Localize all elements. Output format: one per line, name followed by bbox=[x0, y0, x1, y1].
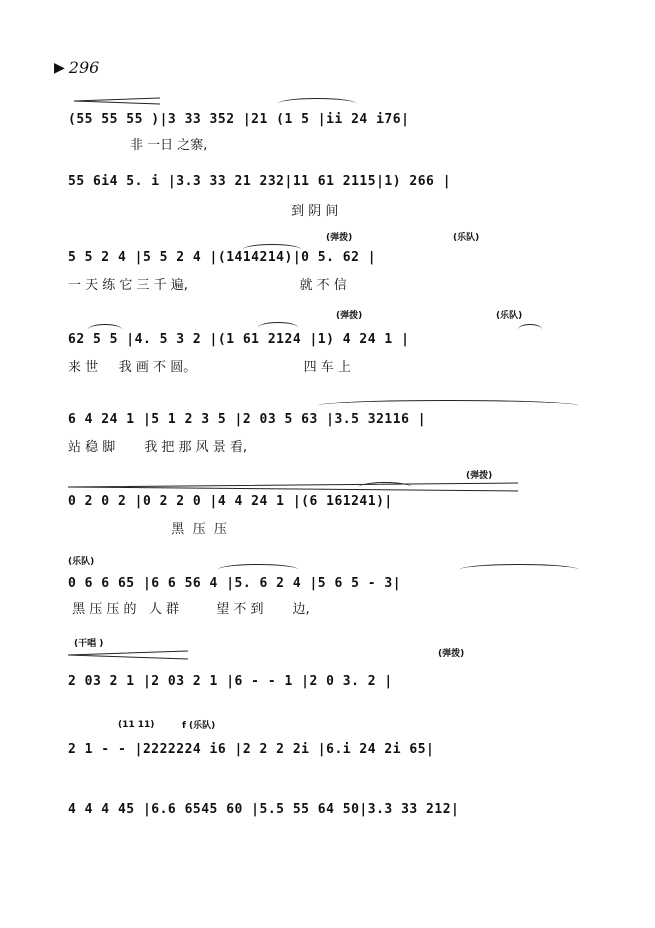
crescendo-hairpin bbox=[74, 96, 160, 106]
performance-mark: (弹拨) bbox=[336, 311, 363, 321]
slur bbox=[460, 564, 578, 575]
notation-line: 55 6i4 5. i |3.3 33 21 232|11 61 2115|1) 266 | bbox=[68, 174, 452, 189]
notation-line: 6 4 24 1 |5 1 2 3 5 |2 03 5 63 |3.5 32116 | bbox=[68, 412, 427, 427]
crescendo-hairpin bbox=[68, 650, 188, 660]
lyric-line: 非 一日 之寨, bbox=[68, 138, 208, 153]
slur bbox=[278, 98, 356, 109]
lyric-line: 到 阴 间 bbox=[68, 204, 339, 219]
lyric-line: 站 稳 脚 我 把 那 风 景 看, bbox=[68, 440, 247, 455]
slur bbox=[218, 564, 298, 575]
score-system-7 bbox=[68, 554, 588, 622]
lyric-line: 来 世 我 画 不 圆。 四 车 上 bbox=[68, 360, 351, 375]
score-system-4 bbox=[68, 308, 588, 374]
notation-line: 2 1 - - |2222224 i6 |2 2 2 2i |6.i 24 2i 65| bbox=[68, 742, 435, 757]
slur bbox=[358, 482, 412, 493]
page-number-label bbox=[54, 58, 99, 77]
page-number: 296 bbox=[68, 58, 100, 77]
performance-mark: (弹拨) bbox=[438, 649, 465, 659]
notation-line: 5 5 2 4 |5 5 2 4 |(1414214)|0 5. 62 | bbox=[68, 250, 377, 265]
slur bbox=[318, 400, 578, 411]
notation-line: 0 6 6 65 |6 6 56 4 |5. 6 2 4 |5 6 5 - 3| bbox=[68, 576, 402, 591]
score-system-10 bbox=[68, 796, 588, 836]
lyric-line: 黑 压 压 的 人 群 望 不 到 边, bbox=[68, 602, 310, 617]
notation-line: (55 55 55 )|3 33 352 |21 (1 5 |ii 24 i76| bbox=[68, 112, 410, 127]
notation-line: 0 2 0 2 |0 2 2 0 |4 4 24 1 |(6 161241)| bbox=[68, 494, 393, 509]
performance-mark: (弹拨) bbox=[326, 233, 353, 243]
lyric-line: 黑 压 压 bbox=[68, 522, 227, 537]
score-system-8 bbox=[68, 636, 588, 692]
score-system-5 bbox=[68, 398, 588, 458]
performance-mark: (弹拨) bbox=[466, 471, 493, 481]
score-system-1 bbox=[68, 96, 588, 156]
performance-mark: (11 11) bbox=[118, 720, 155, 730]
performance-mark: (干唱 ) bbox=[74, 639, 104, 649]
notation-line: 4 4 4 45 |6.6 6545 60 |5.5 55 64 50|3.3 33 212| bbox=[68, 802, 460, 817]
performance-mark: (乐队) bbox=[496, 311, 523, 321]
performance-mark: (乐队) bbox=[453, 233, 480, 243]
performance-mark: (乐队) bbox=[68, 557, 95, 567]
lyric-line: 一 天 练 它 三 千 遍, 就 不 信 bbox=[68, 278, 347, 293]
score-system-3 bbox=[68, 230, 588, 292]
notation-line: 62 5 5 |4. 5 3 2 |(1 61 2124 |1) 4 24 1 | bbox=[68, 332, 410, 347]
page-marker-icon: ▶ bbox=[54, 59, 65, 76]
crescendo-hairpin bbox=[68, 482, 518, 492]
score-system-6 bbox=[68, 468, 588, 538]
dynamics-mark: f (乐队) bbox=[182, 721, 216, 731]
score-system-2 bbox=[68, 170, 588, 220]
score-system-9 bbox=[68, 718, 588, 770]
notation-line: 2 03 2 1 |2 03 2 1 |6 - - 1 |2 0 3. 2 | bbox=[68, 674, 393, 689]
